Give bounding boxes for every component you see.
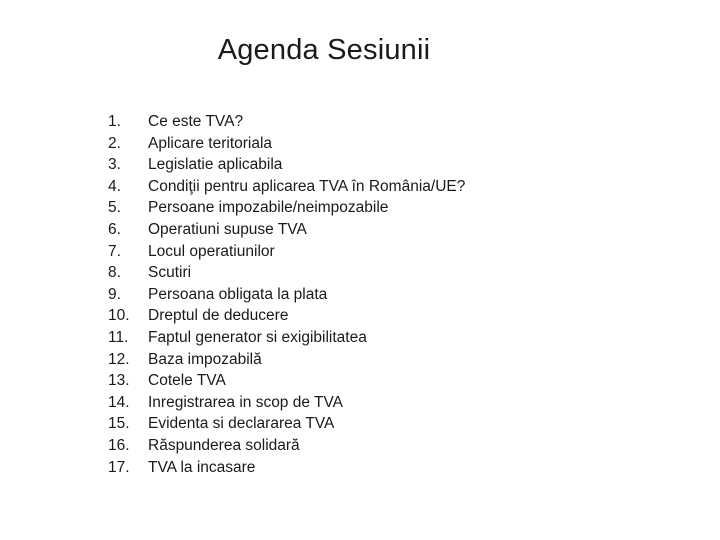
agenda-item-number: 12. xyxy=(108,350,130,368)
agenda-item xyxy=(108,392,465,414)
agenda-item-text: Cotele TVA xyxy=(148,372,226,390)
agenda-item-number: 16. xyxy=(108,436,130,454)
agenda-item xyxy=(108,457,465,479)
agenda-item-text: Ce este TVA? xyxy=(148,113,244,130)
agenda-item xyxy=(108,241,465,263)
slide-title: Agenda Sesiunii xyxy=(217,34,431,66)
agenda-item-text: Persoana obligata la plata xyxy=(148,285,328,303)
agenda-item-text: Aplicare teritoriala xyxy=(148,134,273,152)
agenda-item xyxy=(108,305,465,327)
agenda-item-number: 5. xyxy=(108,199,121,217)
agenda-item-number: 10. xyxy=(108,307,130,325)
agenda-item xyxy=(108,219,465,241)
agenda-item xyxy=(108,262,465,284)
agenda-item xyxy=(108,133,465,155)
agenda-item-text: TVA la incasare xyxy=(148,458,256,476)
agenda-item-number: 11. xyxy=(108,328,129,346)
agenda-item-number: 1. xyxy=(108,113,121,130)
agenda-item xyxy=(108,284,465,306)
agenda-item-number: 17. xyxy=(108,458,130,476)
agenda-item-text: Dreptul de deducere xyxy=(148,307,289,325)
agenda-list xyxy=(108,111,465,478)
agenda-item xyxy=(108,176,465,198)
agenda-item-number: 8. xyxy=(108,264,121,282)
agenda-item xyxy=(108,435,465,457)
agenda-item-number: 3. xyxy=(108,156,121,174)
agenda-item xyxy=(108,370,465,392)
agenda-item-text: Răspunderea solidară xyxy=(148,436,300,454)
agenda-item-number: 7. xyxy=(108,242,121,260)
agenda-item-number: 14. xyxy=(108,393,130,411)
agenda-item xyxy=(108,197,465,219)
agenda-item xyxy=(108,111,465,133)
agenda-item-number: 6. xyxy=(108,220,121,238)
agenda-item-number: 15. xyxy=(108,415,130,433)
agenda-item-number: 2. xyxy=(108,134,121,152)
agenda-item xyxy=(108,327,465,349)
agenda-item xyxy=(108,413,465,435)
agenda-item-number: 13. xyxy=(108,372,130,390)
agenda-item-text: Baza impozabilă xyxy=(148,350,262,368)
agenda-item-text: Persoane impozabile/neimpozabile xyxy=(148,199,389,217)
agenda-item-text: Inregistrarea in scop de TVA xyxy=(148,393,343,411)
agenda-item-number: 9. xyxy=(108,285,121,303)
agenda-item-text: Faptul generator si exigibilitatea xyxy=(148,328,367,346)
agenda-item-text: Condiţii pentru aplicarea TVA în România/UE? xyxy=(148,177,466,195)
agenda-item-text: Evidenta si declararea TVA xyxy=(148,415,335,433)
agenda-item-text: Operatiuni supuse TVA xyxy=(148,220,307,238)
agenda-item xyxy=(108,154,465,176)
agenda-item xyxy=(108,349,465,371)
agenda-item-text: Legislatie aplicabila xyxy=(148,156,283,174)
agenda-item-number: 4. xyxy=(108,177,121,195)
agenda-item-text: Scutiri xyxy=(148,264,192,282)
agenda-item-text: Locul operatiunilor xyxy=(148,242,275,260)
